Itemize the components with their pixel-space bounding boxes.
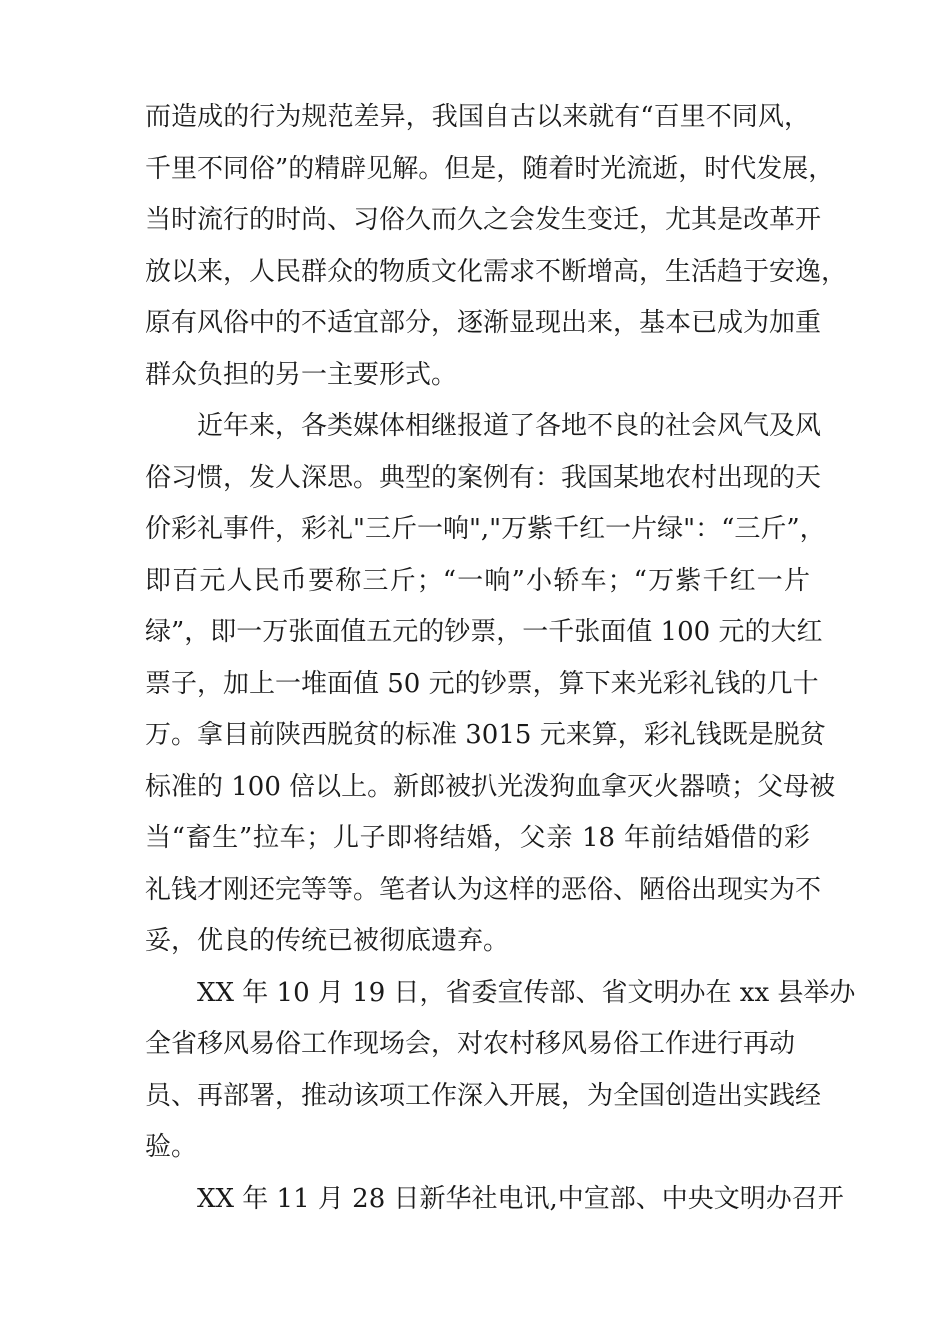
- text-line: 妥，优良的传统已被彻底遗弃。: [145, 926, 510, 956]
- text-line: 绿”，即一万张面值五元的钞票，一千张面值 100 元的大红: [145, 617, 823, 647]
- paragraph-2: [145, 401, 836, 968]
- text-line: 员、再部署，推动该项工作深入开展，为全国创造出实践经: [145, 1080, 822, 1111]
- text-line: 放以来，人民群众的物质文化需求不断增高，生活趋于安逸，: [145, 256, 848, 287]
- text-line: XX 年 10 月 19 日，省委宣传部、省文明办在 xx 县举办: [197, 977, 856, 1008]
- text-line: 票子，加上一堆面值 50 元的钞票，算下来光彩礼钱的几十: [145, 668, 819, 699]
- text-line: 价彩礼事件，彩礼"三斤一响","万紫千红一片绿"：“三斤”，: [145, 514, 826, 544]
- paragraph-3: [145, 968, 856, 1174]
- text-line: 近年来，各类媒体相继报道了各地不良的社会风气及风: [197, 411, 822, 441]
- text-line: 即百元人民币要称三斤；“一响”小轿车；“万紫千红一片: [145, 565, 810, 596]
- text-line: 原有风俗中的不适宜部分，逐渐显现出来，基本已成为加重: [145, 308, 822, 338]
- text-line: 千里不同俗”的精辟见解。但是，随着时光流逝，时代发展，: [145, 153, 835, 184]
- text-line: 群众负担的另一主要形式。: [145, 359, 458, 390]
- text-line: XX 年 11 月 28 日新华社电讯,中宣部、中央文明办召开: [197, 1183, 844, 1214]
- text-line: 而造成的行为规范差异，我国自古以来就有“百里不同风，: [145, 102, 810, 132]
- paragraph-1: [145, 92, 848, 401]
- text-line: 当“畜生”拉车；儿子即将结婚，父亲 18 年前结婚借的彩: [145, 823, 810, 853]
- text-line: 礼钱才刚还完等等。笔者认为这样的恶俗、陋俗出现实为不: [145, 874, 822, 905]
- paragraph-4: [145, 1174, 844, 1226]
- text-line: 俗习惯，发人深思。典型的案例有：我国某地农村出现的天: [145, 462, 822, 493]
- text-line: 全省移风易俗工作现场会，对农村移风易俗工作进行再动: [145, 1029, 796, 1059]
- text-line: 验。: [145, 1132, 198, 1162]
- text-line: 当时流行的时尚、习俗久而久之会发生变迁，尤其是改革开: [145, 205, 822, 235]
- text-line: 万。拿目前陕西脱贫的标准 3015 元来算，彩礼钱既是脱贫: [145, 720, 826, 750]
- text-line: 标准的 100 倍以上。新郎被扒光泼狗血拿灭火器喷；父母被: [145, 771, 836, 802]
- document-body: [145, 92, 856, 1225]
